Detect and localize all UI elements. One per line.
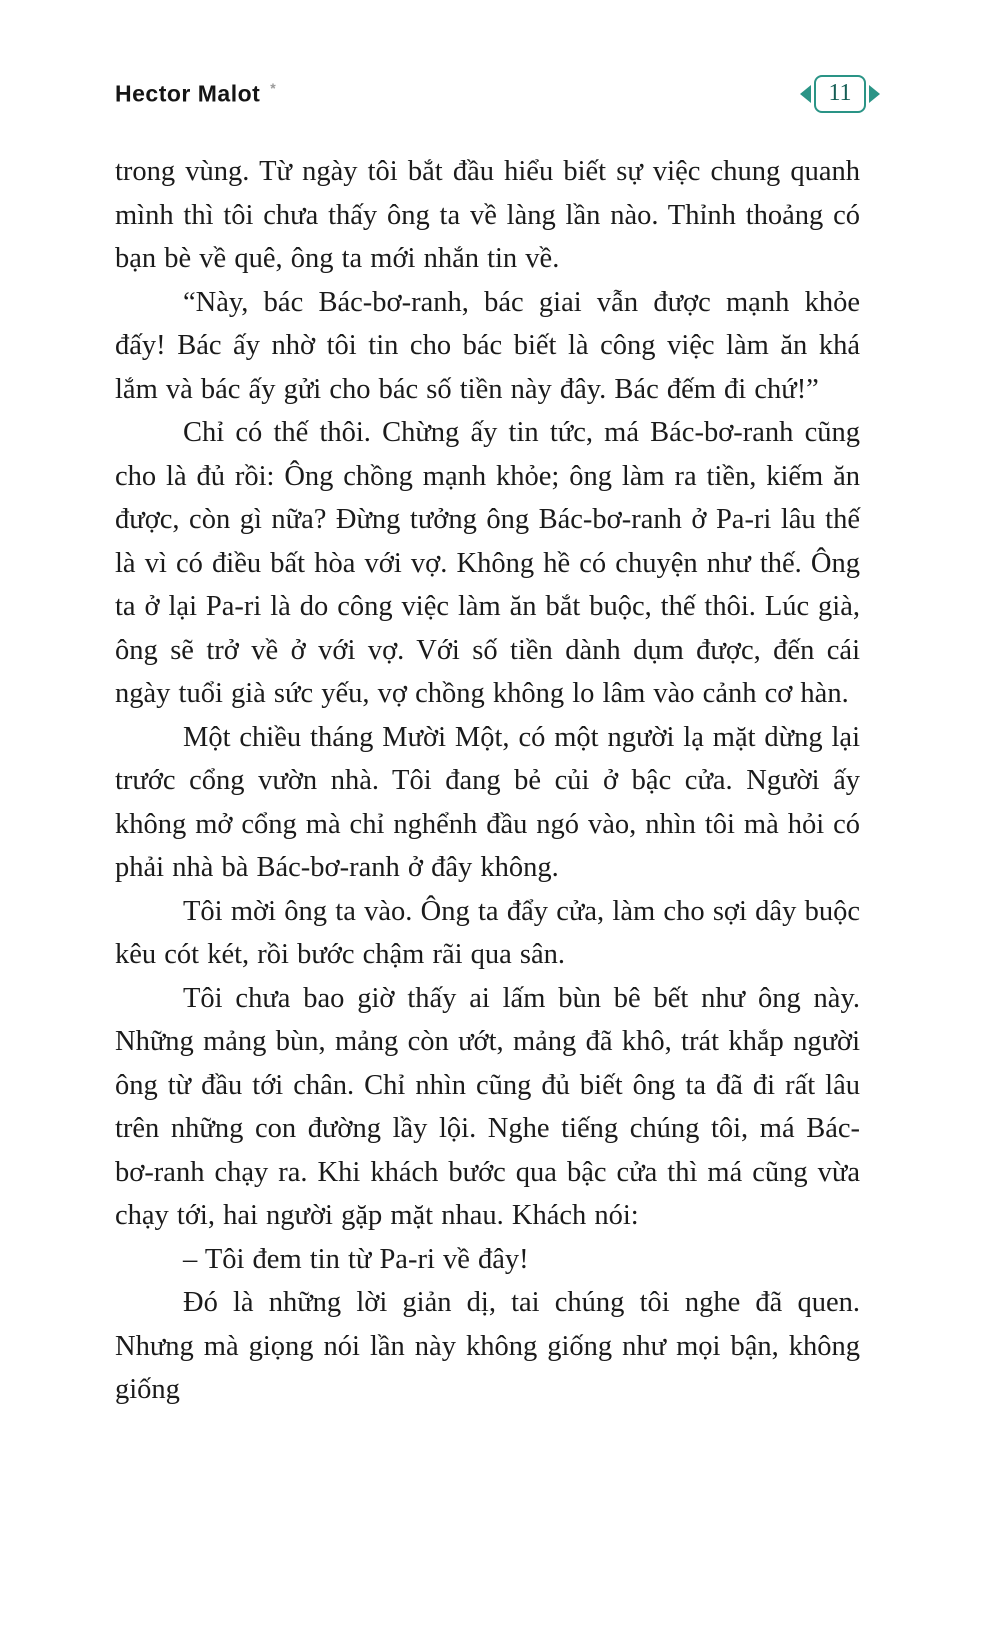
print-artifact: * — [270, 80, 277, 97]
page-number: 11 — [814, 75, 866, 113]
right-arrow-icon — [869, 85, 880, 103]
page-number-badge — [800, 75, 880, 113]
left-arrow-icon — [800, 85, 811, 103]
running-header — [115, 72, 880, 116]
paragraph: Tôi chưa bao giờ thấy ai lấm bùn bê bết như ông này. Những mảng bùn, mảng còn ướt, mảng đã khô, trát khắp người ông từ đầu tới chân. Chỉ nhìn cũng đủ biết ông ta đã đi rất lâu trên những con đường lầy lội. Nghe tiếng chúng tôi, má Bác-bơ-ranh chạy ra. Khi khách bước qua bậc cửa thì má cũng vừa chạy tới, hai người gặp mặt nhau. Khách nói: — [115, 982, 860, 1231]
paragraph: Chỉ có thế thôi. Chừng ấy tin tức, má Bác-bơ-ranh cũng cho là đủ rồi: Ông chồng mạnh khỏe; ông làm ra tiền, kiếm ăn được, còn gì nữa? Đừng tưởng ông Bác-bơ-ranh ở Pa-ri lâu thế là vì có điều bất hòa với vợ. Không hề có chuyện như thế. Ông ta ở lại Pa-ri là do công việc làm ăn bắt buộc, thế thôi. Lúc già, ông sẽ trở về ở với vợ. Với số tiền dành dụm được, đến cái ngày tuổi già sức yếu, vợ chồng không lo lâm vào cảnh cơ hàn. — [115, 417, 860, 709]
paragraph: Tôi mời ông ta vào. Ông ta đẩy cửa, làm cho sợi dây buộc kêu cót két, rồi bước chậm rãi qua sân. — [115, 895, 860, 970]
paragraph: “Này, bác Bác-bơ-ranh, bác giai vẫn được mạnh khỏe đấy! Bác ấy nhờ tôi tin cho bác biết là công việc làm ăn khá lắm và bác ấy gửi cho bác số tiền này đây. Bác đếm đi chứ!” — [115, 286, 860, 405]
paragraph: Đó là những lời giản dị, tai chúng tôi nghe đã quen. Nhưng mà giọng nói lần này không giống như mọi bận, không giống — [115, 1287, 860, 1405]
paragraph: trong vùng. Từ ngày tôi bắt đầu hiểu biết sự việc chung quanh mình thì tôi chưa thấy ông ta về làng lần nào. Thỉnh thoảng có bạn bè về quê, ông ta mới nhắn tin về. — [115, 156, 860, 274]
page-body — [115, 150, 860, 1412]
author-name — [115, 80, 276, 108]
paragraph: – Tôi đem tin từ Pa-ri về đây! — [183, 1243, 529, 1275]
paragraph: Một chiều tháng Mười Một, có một người lạ mặt dừng lại trước cổng vườn nhà. Tôi đang bẻ củi ở bậc cửa. Người ấy không mở cổng mà chỉ nghểnh đầu ngó vào, nhìn tôi mà hỏi có phải nhà bà Bác-bơ-ranh ở đây không. — [115, 721, 860, 883]
author-label: Hector Malot — [115, 80, 261, 107]
